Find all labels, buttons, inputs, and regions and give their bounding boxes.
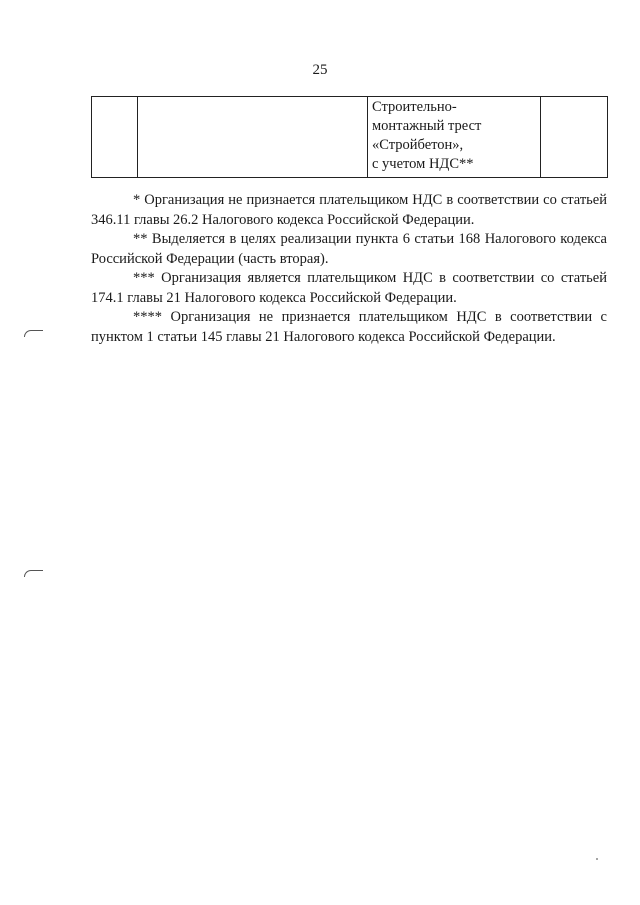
footnotes (91, 191, 607, 347)
organization-line: с учетом НДС** (372, 156, 474, 172)
page-number: 25 (312, 62, 328, 78)
footnote-4: **** Организация не признается плательщиком НДС в соответствии с пунктом 1 статьи 145 главы 21 Налогового кодекса Российской Федерации. (91, 309, 607, 345)
organization-line: «Стройбетон», (372, 137, 464, 153)
continuation-table (91, 96, 608, 178)
table-cell-1 (92, 97, 138, 178)
table-cell-2 (138, 97, 368, 178)
scan-speck (596, 858, 598, 860)
table-cell-organization (368, 97, 541, 178)
organization-line: монтажный трест (372, 118, 482, 134)
table-row (92, 97, 608, 178)
table-cell-4 (541, 97, 608, 178)
footnote-3: *** Организация является плательщиком НДС в соответствии со статьей 174.1 главы 21 Налогового кодекса Российской Федерации. (91, 270, 607, 306)
footnote-1: * Организация не признается плательщиком НДС в соответствии со статьей 346.11 главы 26.2 Налогового кодекса Российской Федерации. (91, 192, 607, 228)
margin-mark (24, 330, 43, 337)
margin-mark (24, 570, 43, 577)
organization-line: Строительно- (372, 99, 457, 115)
footnote-2: ** Выделяется в целях реализации пункта 6 статьи 168 Налогового кодекса Российской Федерации (часть вторая). (91, 231, 607, 267)
